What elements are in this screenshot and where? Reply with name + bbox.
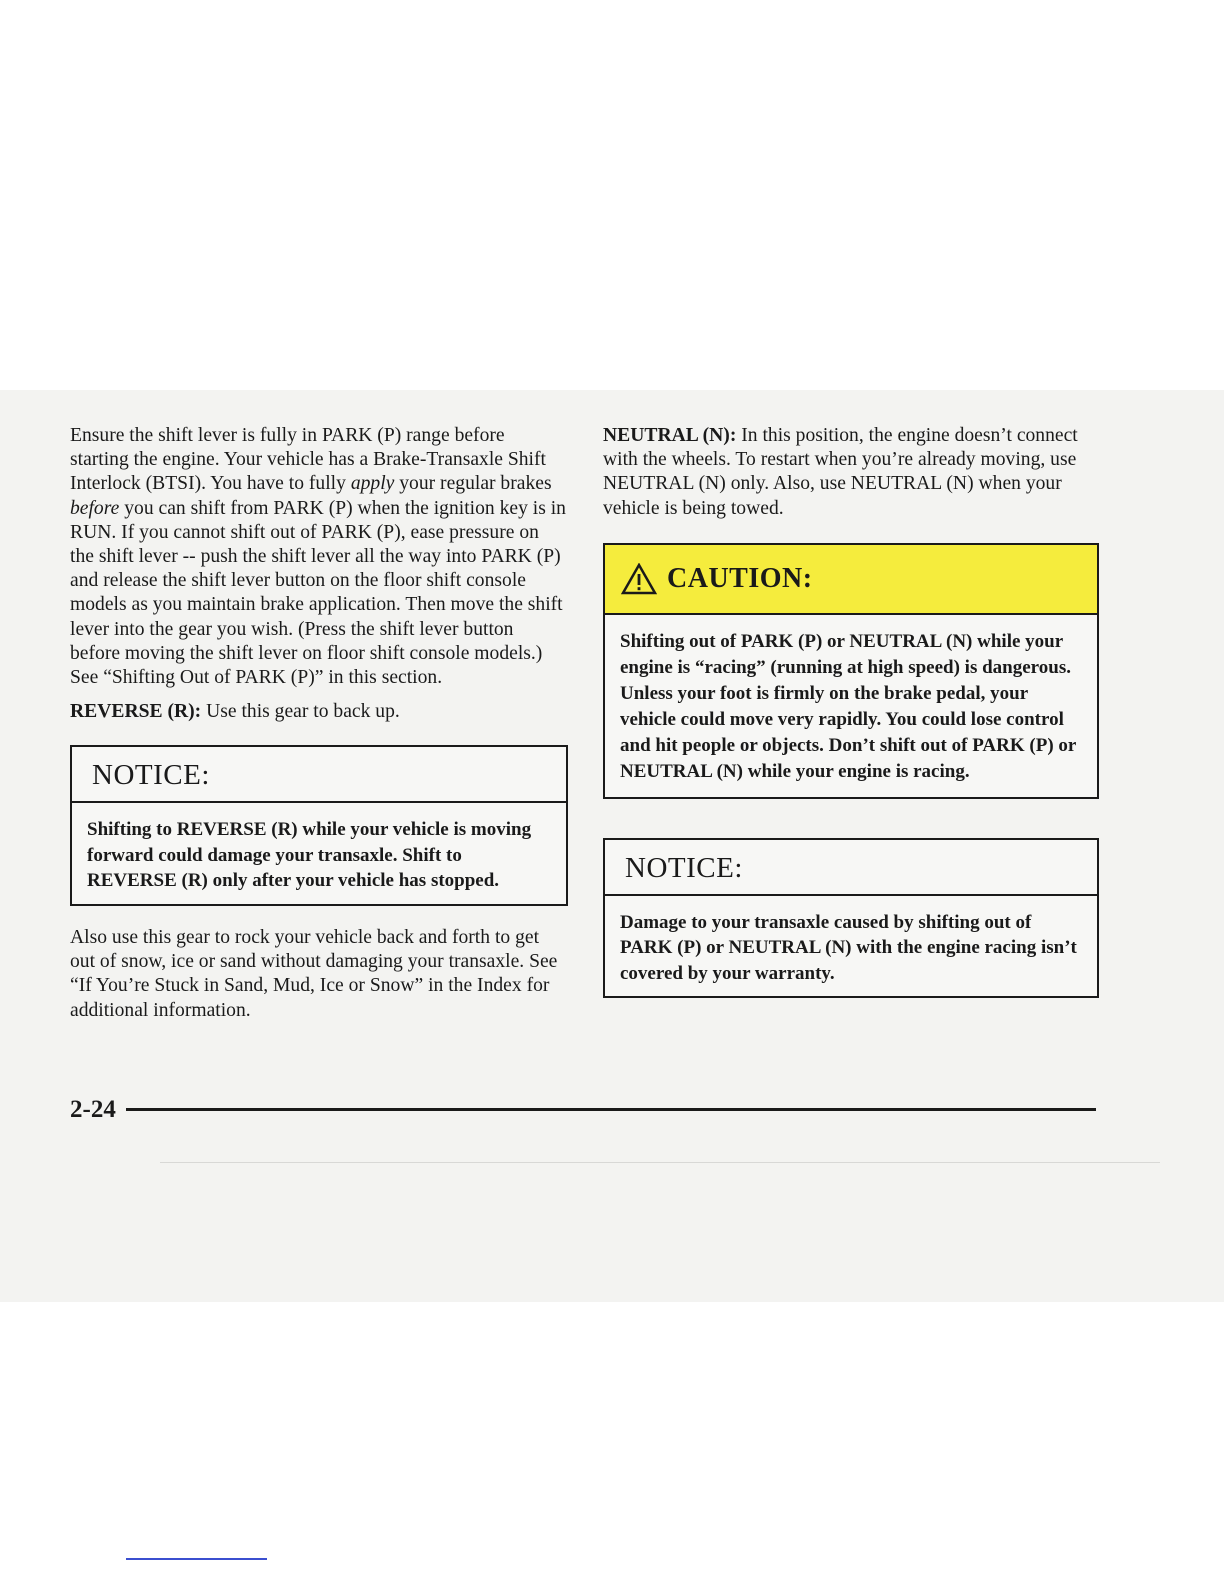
rocking-paragraph: Also use this gear to rock your vehicle back and forth to get out of snow, ice or sand without damaging your transaxle. See “If You’re Stuck in Sand, Mud, Ice or Snow” in the Index for additional information. [70,926,558,1021]
notice-title: NOTICE: [605,840,1097,896]
caution-title: CAUTION: [667,562,813,594]
neutral-paragraph: NEUTRAL (N): In this position, the engine doesn’t connect with the wheels. To restart when you’re already moving, use NEUTRAL (N) only. Also, use NEUTRAL (N) when your vehicle is being towed. [603,425,1078,519]
caution-header [605,545,1097,615]
notice-body: Damage to your transaxle caused by shifting out of PARK (P) or NEUTRAL (N) with the engine racing isn’t covered by your warranty. [620,911,1077,984]
faint-divider [160,1162,1160,1163]
notice-box-reverse [70,745,568,906]
shift-lever-paragraph: Ensure the shift lever is fully in PARK (P) range before starting the engine. Your vehicle has a Brake-Transaxle Shift Interlock (BTSI). You have to fully apply your regular brakes before you can shift from PARK (P) when the ignition key is in RUN. If you cannot shift out of PARK (P), ease pressure on the shift lever -- push the shift lever all the way into PARK (P) and release the shift lever button on the floor shift console models as you maintain brake application. Then move the shift lever into the gear you wish. (Press the shift lever button before moving the shift lever on floor shift console models.) See “Shifting Out of PARK (P)” in this section. [70,425,566,689]
neutral-label: NEUTRAL (N): [603,425,737,446]
page-footer [70,1090,1096,1130]
left-column [70,424,566,1023]
notice-title: NOTICE: [72,747,566,803]
page-number: 2-24 [70,1096,116,1123]
right-column [603,424,1099,998]
caution-box [603,543,1099,799]
caution-body: Shifting out of PARK (P) or NEUTRAL (N) while your engine is “racing” (running at high speed) is dangerous. Unless your foot is firmly on the brake pedal, your vehicle could move very rapidly. You could lose control and hit people or objects. Don’t shift out of PARK (P) or NEUTRAL (N) while your engine is racing. [620,630,1076,782]
reverse-label: REVERSE (R): [70,701,202,723]
notice-box-warranty [603,838,1099,999]
bottom-link-underline[interactable] [126,1558,267,1560]
emphasis-before: before [70,497,120,519]
warning-triangle-icon [621,563,657,595]
notice-body: Shifting to REVERSE (R) while your vehicle is moving forward could damage your transaxle. Shift to REVERSE (R) only after your vehicle has stopped. [87,819,532,892]
footer-rule [126,1108,1096,1111]
reverse-paragraph: REVERSE (R): Use this gear to back up. [70,701,400,723]
emphasis-apply: apply [350,473,395,495]
